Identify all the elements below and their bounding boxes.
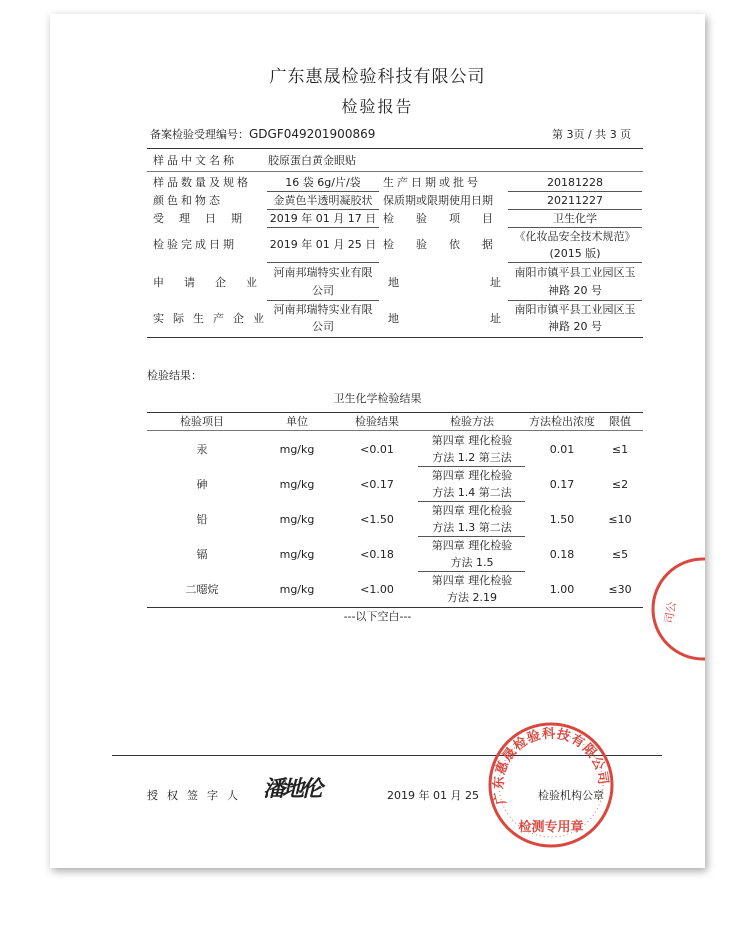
address2-line1: 南阳市镇平县工业园区玉 xyxy=(514,303,636,316)
quantity-label: 样品数量及规格 xyxy=(153,176,251,189)
prod-date-label: 生产日期或批号 xyxy=(383,176,481,189)
color-underline xyxy=(267,209,379,210)
row-method-line2: 方法 1.3 第二法 xyxy=(432,521,512,534)
results-table-title: 卫生化学检验结果 xyxy=(333,392,422,405)
row-method-line1: 第四章 理化检验 xyxy=(431,434,513,447)
applicant-label: 申请企业 xyxy=(153,276,277,289)
row-detection: 0.17 xyxy=(549,478,575,491)
accept-date-underline xyxy=(267,227,379,228)
color-value: 金黄色半透明凝胶状 xyxy=(273,194,373,207)
partial-seal-icon xyxy=(628,554,705,664)
quantity-underline xyxy=(267,191,379,192)
col-header-result: 检验结果 xyxy=(355,415,399,428)
signer-label: 授权签字人 xyxy=(147,789,247,802)
row-method-line1: 第四章 理化检验 xyxy=(431,504,513,517)
acceptance-number-value: GDGF049201900869 xyxy=(249,127,376,141)
row-unit: mg/kg xyxy=(279,513,315,526)
accept-date-value: 2019 年 01 月 17 日 xyxy=(269,212,377,225)
expiry-label: 保质期或限期使用日期 xyxy=(383,194,493,207)
address1-label-b: 址 xyxy=(490,276,501,289)
sign-date: 2019 年 01 月 25 xyxy=(387,789,479,802)
row-item: 砷 xyxy=(196,478,208,491)
applicant-line1: 河南邦瑞特实业有限 xyxy=(273,266,373,279)
basis-line1: 《化妆品安全技术规范》 xyxy=(514,230,636,243)
sample-name-label: 样品中文名称 xyxy=(153,154,237,167)
row-limit: ≤30 xyxy=(608,583,632,596)
row-item: 汞 xyxy=(196,443,208,456)
method-underline xyxy=(418,466,525,467)
row-method-line1: 第四章 理化检验 xyxy=(431,539,513,552)
official-seal-icon xyxy=(485,719,617,851)
row-limit: ≤10 xyxy=(608,513,632,526)
manufacturer-line2: 公司 xyxy=(312,320,334,333)
accept-date-label: 受理日期 xyxy=(153,212,257,225)
finish-date-underline xyxy=(267,262,379,263)
col-header-unit: 单位 xyxy=(286,415,308,428)
row-item: 镉 xyxy=(196,548,208,561)
row-method-line2: 方法 1.5 xyxy=(450,556,494,569)
report-sheet xyxy=(50,14,705,868)
manufacturer-line1: 河南邦瑞特实业有限 xyxy=(273,303,373,316)
expiry-value: 20211227 xyxy=(547,194,603,207)
row-result: <0.01 xyxy=(360,443,394,456)
quantity-value: 16 袋 6g/片/袋 xyxy=(285,176,361,189)
row-item: 铅 xyxy=(196,513,208,526)
row-method-line2: 方法 2.19 xyxy=(447,591,497,604)
address2-label-a: 地 xyxy=(388,312,399,325)
prod-date-value: 20181228 xyxy=(547,176,603,189)
row-detection: 0.18 xyxy=(549,548,575,561)
basis-underline xyxy=(508,262,642,263)
svg-text:检测专用章: 检测专用章 xyxy=(518,820,584,835)
row-result: <0.18 xyxy=(360,548,394,561)
results-label: 检验结果： xyxy=(147,369,202,382)
row-unit: mg/kg xyxy=(279,548,315,561)
address1-line1: 南阳市镇平县工业园区玉 xyxy=(514,266,636,279)
info-table-top-rule xyxy=(147,148,643,149)
row-method-line1: 第四章 理化检验 xyxy=(431,574,513,587)
report-title: 检验报告 xyxy=(341,97,414,116)
address1-line2: 神路 20 号 xyxy=(548,284,602,297)
row-unit: mg/kg xyxy=(279,478,315,491)
address1-underline xyxy=(508,300,642,301)
row-result: <1.50 xyxy=(360,513,394,526)
results-table-top-rule xyxy=(147,412,643,413)
color-label: 颜色和物态 xyxy=(153,194,223,207)
row-result: <0.17 xyxy=(360,478,394,491)
company-title: 广东惠晟检验科技有限公司 xyxy=(269,67,486,87)
expiry-underline xyxy=(508,209,642,210)
row-item: 二噁烷 xyxy=(185,583,219,596)
info-row-rule xyxy=(147,171,643,172)
address1-label-a: 地 xyxy=(388,276,399,289)
signature: 潘地伦 xyxy=(263,776,321,802)
address2-label-b: 址 xyxy=(490,312,501,325)
test-item-value: 卫生化学 xyxy=(553,212,597,225)
row-unit: mg/kg xyxy=(279,443,315,456)
row-result: <1.00 xyxy=(360,583,394,596)
row-detection: 1.00 xyxy=(549,583,575,596)
basis-line2: (2015 版) xyxy=(549,247,601,260)
applicant-line2: 公司 xyxy=(312,284,334,297)
applicant-underline xyxy=(267,300,379,301)
results-table-bottom-rule xyxy=(147,607,643,608)
test-item-underline xyxy=(508,227,642,228)
finish-date-label: 检验完成日期 xyxy=(153,238,237,251)
row-detection: 0.01 xyxy=(549,443,575,456)
svg-text:司公: 司公 xyxy=(662,600,679,625)
method-underline xyxy=(418,571,525,572)
stamp-label: 检验机构公章 xyxy=(538,789,604,802)
page-info: 第 3页 / 共 3 页 xyxy=(552,128,632,141)
blank-note: ---以下空白--- xyxy=(343,610,412,623)
info-table-bottom-rule xyxy=(147,337,643,338)
row-limit: ≤5 xyxy=(611,548,629,561)
manufacturer-label: 实际生产企业 xyxy=(153,312,273,325)
col-header-limit: 限值 xyxy=(609,415,631,428)
row-detection: 1.50 xyxy=(549,513,575,526)
method-underline xyxy=(418,501,525,502)
row-limit: ≤1 xyxy=(611,443,629,456)
basis-label: 检验依据 xyxy=(383,238,515,251)
prod-date-underline xyxy=(508,191,642,192)
address2-line2: 神路 20 号 xyxy=(548,320,602,333)
row-method-line2: 方法 1.4 第二法 xyxy=(432,486,512,499)
row-method-line2: 方法 1.2 第三法 xyxy=(432,451,512,464)
acceptance-number xyxy=(150,126,375,142)
test-item-label: 检验项目 xyxy=(383,212,515,225)
method-underline xyxy=(418,536,525,537)
results-header-rule xyxy=(147,430,643,431)
acceptance-number-label: 备案检验受理编号： xyxy=(150,128,249,141)
sample-name-value: 胶原蛋白黄金眼贴 xyxy=(268,154,356,167)
row-unit: mg/kg xyxy=(279,583,315,596)
row-method-line1: 第四章 理化检验 xyxy=(431,469,513,482)
col-header-item: 检验项目 xyxy=(180,415,224,428)
row-limit: ≤2 xyxy=(611,478,629,491)
finish-date-value: 2019 年 01 月 25 日 xyxy=(269,238,377,251)
svg-text:广东惠晟检验科技有限公司: 广东惠晟检验科技有限公司 xyxy=(491,726,611,806)
col-header-method: 检验方法 xyxy=(450,415,494,428)
col-header-detection: 方法检出浓度 xyxy=(529,415,595,428)
